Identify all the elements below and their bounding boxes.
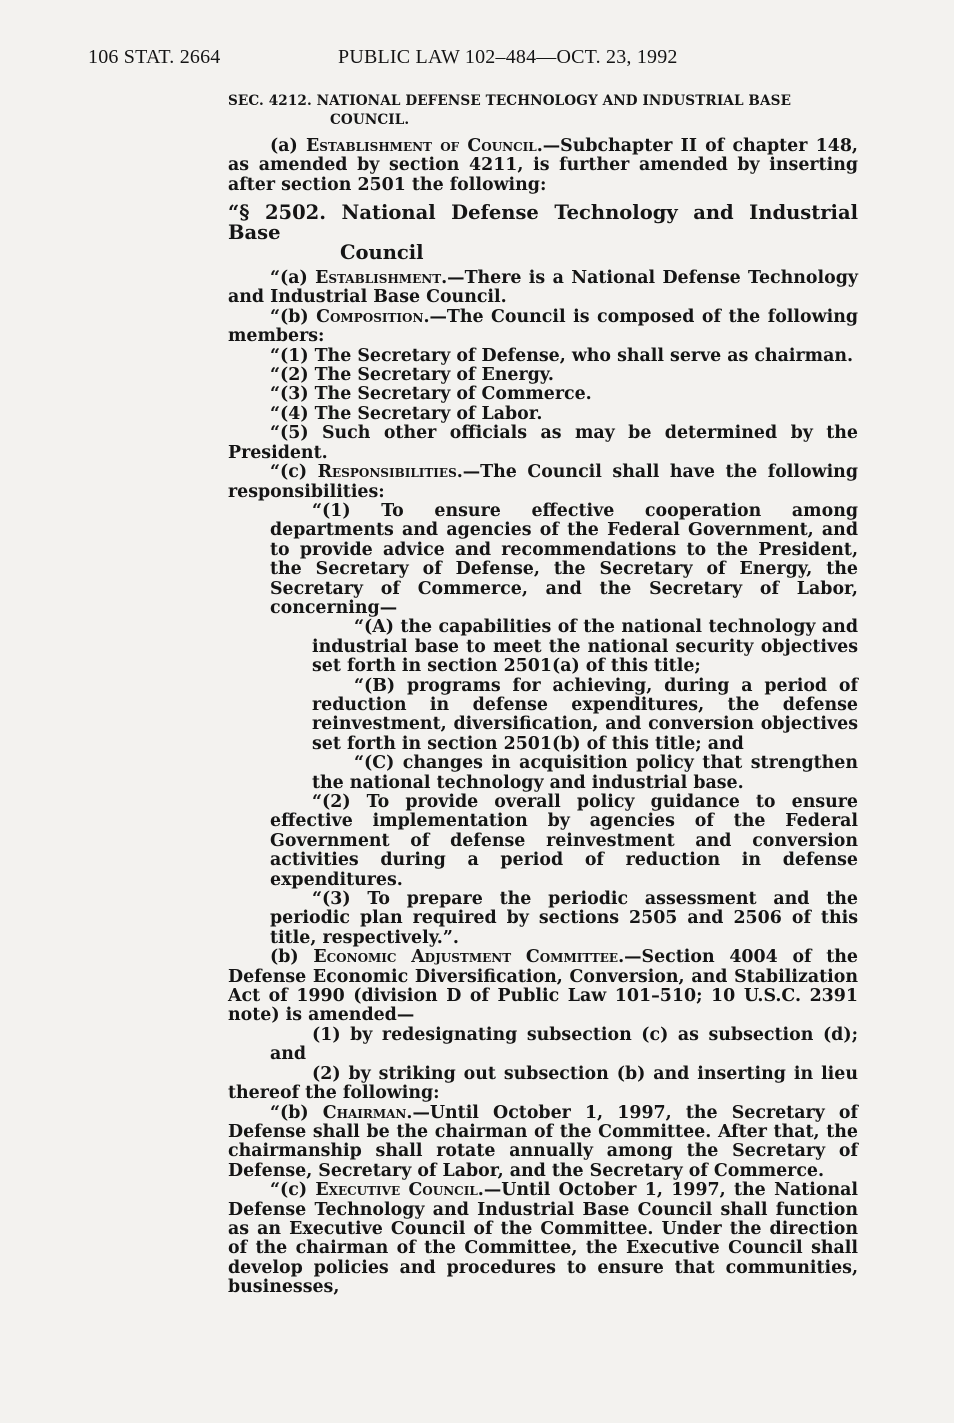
responsibility-1-c: “(C) changes in acquisition policy that strengthen the national technology and industrial base. [312,753,858,793]
subsection-a-caption: Establishment [315,268,442,289]
subsection-a-label: “(a) [270,268,316,289]
paragraph-b [228,948,858,1026]
subsection-b-caption: Composition [316,306,424,327]
member-1: “(1) The Secretary of Defense, who shall serve as chairman. [270,345,854,366]
quoted-c-label: “(c) [270,1180,316,1201]
subsection-c-text: .—The Council shall have the following responsibilities: [228,462,858,502]
section-heading [228,92,858,131]
responsibility-1: “(1) To ensure effective cooperation among departments and agencies of the Federal Government, and to provide advice and recommendations to the President, the Secretary of Defense, the Secretary of Energy, the Secretary of Commerce, and the Secretary of Labor, concerning— [270,500,858,618]
member-4: “(4) The Secretary of Labor. [270,403,543,424]
member-3: “(3) The Secretary of Commerce. [270,384,592,405]
subsection-b-label: “(b) [270,306,317,327]
quoted-b-text: .—Until October 1, 1997, the Secretary of Defense shall be the chairman of the Committee. After that, the chairmanship shall rotate annually among the Secretary of Defense, Secretary of Labor, and the Secretary of Commerce. [228,1102,858,1181]
amendment-1: (1) by redesignating subsection (c) as subsection (d); and [270,1024,858,1065]
quoted-b-label: “(b) [270,1102,323,1123]
responsibility-1-b: “(B) programs for achieving, during a period of reduction in defense expenditures, the defense reinvestment, diversification, and conversion objectives set forth in section 2501(b) of this title; and [312,675,858,754]
subsection-a [228,269,858,308]
paragraph-b-label: (b) [270,947,314,968]
public-law-header: PUBLIC LAW 102–484—OCT. 23, 1992 [338,46,678,68]
subsection-c-caption: Responsibilities [317,462,457,483]
paragraph-b-caption: Economic Adjustment Committee [313,947,619,968]
responsibility-1-a: “(A) the capabilities of the national technology and industrial base to meet the national security objectives set forth in section 2501(a) of this title; [312,617,858,677]
subsection-b [228,308,858,347]
paragraph-b-text: .—Section 4004 of the Defense Economic Diversification, Conversion, and Stabilization Act of 1990 (division D of Public Law 101–510; 10 U.S.C. 2391 note) is amended— [228,947,858,1026]
responsibility-2: “(2) To provide overall policy guidance to ensure effective implementation by agencies of the Federal Government of defense reinvestment and conversion activities during a period of reduction in defense expenditures. [270,792,858,890]
section-title-line1: SEC. 4212. NATIONAL DEFENSE TECHNOLOGY AND INDUSTRIAL BASE [228,93,792,109]
document-body [228,92,858,1298]
paragraph-a-label: (a) [270,135,306,156]
member-2: “(2) The Secretary of Energy. [270,365,554,386]
quoted-c-text: .—Until October 1, 1997, the National Defense Technology and Industrial Base Council shall function as an Executive Council of the Committee. Under the direction of the chairman of the Committee, the Executive Council shall develop policies and procedures to ensure that communities, businesses, [228,1180,858,1298]
section-title-line2: COUNCIL. [330,112,410,129]
subsection-c-label: “(c) [270,462,318,483]
quoted-c-caption: Executive Council [315,1180,478,1201]
subsection-c [228,463,858,502]
member-5: “(5) Such other officials as may be determined by the President. [228,423,858,463]
code-section-title-cont: Council [340,241,424,265]
paragraph-a-caption: Establishment of Council [305,135,537,156]
responsibility-3: “(3) To prepare the periodic assessment and the periodic plan required by sections 2505 and 2506 of this title, respectively.”. [270,889,858,948]
code-section-heading [228,203,858,263]
quoted-subsection-b [228,1104,858,1182]
paragraph-a-text: .—Subchapter II of chapter 148, as amended by section 4211, is further amended by inserting after section 2501 the following: [228,135,858,195]
quoted-subsection-c [228,1181,858,1297]
paragraph-a [228,137,858,195]
subsection-b-text: .—The Council is composed of the following members: [228,306,858,347]
quoted-b-caption: Chairman [322,1102,407,1123]
amendment-2: (2) by striking out subsection (b) and inserting in lieu thereof the following: [228,1063,858,1104]
subsection-a-text: .—There is a National Defense Technology and Industrial Base Council. [228,268,858,308]
code-section-number: “§ 2502. National Defense Technology and Industrial Base [228,201,858,245]
statute-page-number: 106 STAT. 2664 [88,46,221,68]
